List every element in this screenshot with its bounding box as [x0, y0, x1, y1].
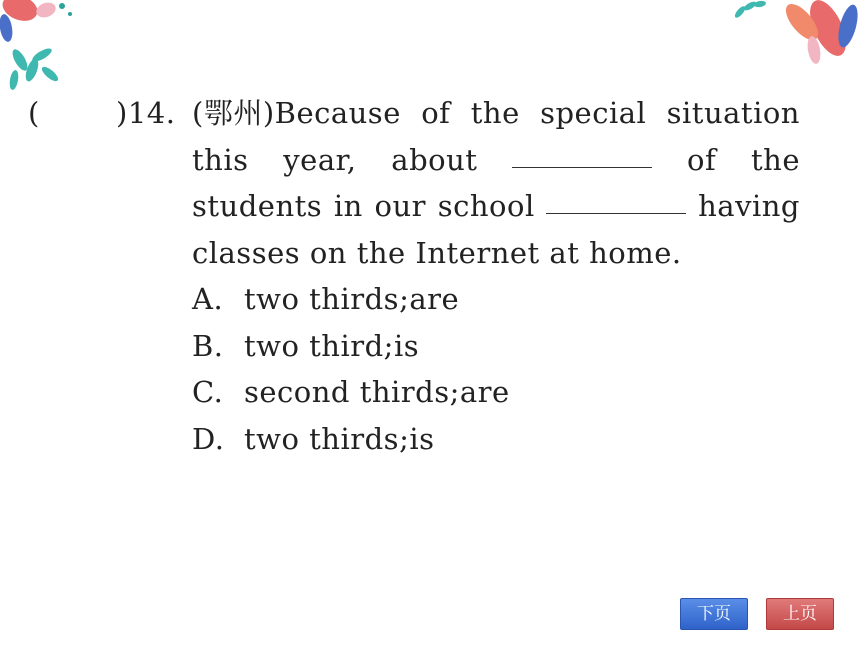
question-stem: [192, 90, 800, 276]
stem-word: students: [192, 189, 323, 223]
stem-word: our: [374, 189, 427, 223]
next-page-button[interactable]: 下页: [680, 598, 748, 630]
stem-word: classes on the Internet at home.: [192, 235, 682, 270]
option-c: [192, 369, 510, 416]
option-letter: C.: [192, 375, 224, 409]
stem-word: of: [421, 96, 451, 130]
stem-word: the: [470, 96, 520, 130]
question-number: )14.: [116, 96, 176, 130]
stem-word: this: [192, 142, 249, 177]
stem-word: situation: [666, 96, 800, 130]
option-d: [192, 416, 510, 463]
stem-word: about: [391, 142, 478, 177]
stem-word: special: [540, 96, 647, 130]
option-letter: D.: [192, 421, 225, 456]
stem-word: year,: [283, 142, 357, 177]
stem-line: [192, 137, 800, 184]
option-letter: B.: [192, 328, 224, 363]
stem-line: [192, 183, 800, 230]
stem-word: (鄂州)Because: [192, 96, 401, 130]
options-list: [192, 276, 510, 462]
option-text: two third;is: [244, 328, 420, 363]
option-text: two thirds;is: [244, 421, 435, 456]
stem-word: having: [698, 189, 800, 223]
answer-paren: (: [28, 96, 40, 130]
answer-blank: [546, 183, 686, 214]
floral-decoration-right: [730, 0, 860, 75]
stem-word: of: [687, 142, 717, 177]
option-text: two thirds;are: [244, 282, 460, 316]
stem-word: in: [333, 189, 363, 223]
stem-word: the: [751, 142, 800, 177]
stem-line: [192, 90, 800, 137]
prev-page-button[interactable]: 上页: [766, 598, 834, 630]
stem-line: [192, 230, 800, 277]
question-14: [28, 90, 808, 456]
option-text: second thirds;are: [244, 375, 510, 409]
option-a: [192, 276, 510, 323]
answer-blank: [512, 137, 652, 168]
option-b: [192, 323, 510, 370]
option-letter: A.: [192, 282, 224, 316]
floral-decoration-left: [0, 0, 80, 100]
stem-word: school: [437, 189, 535, 223]
